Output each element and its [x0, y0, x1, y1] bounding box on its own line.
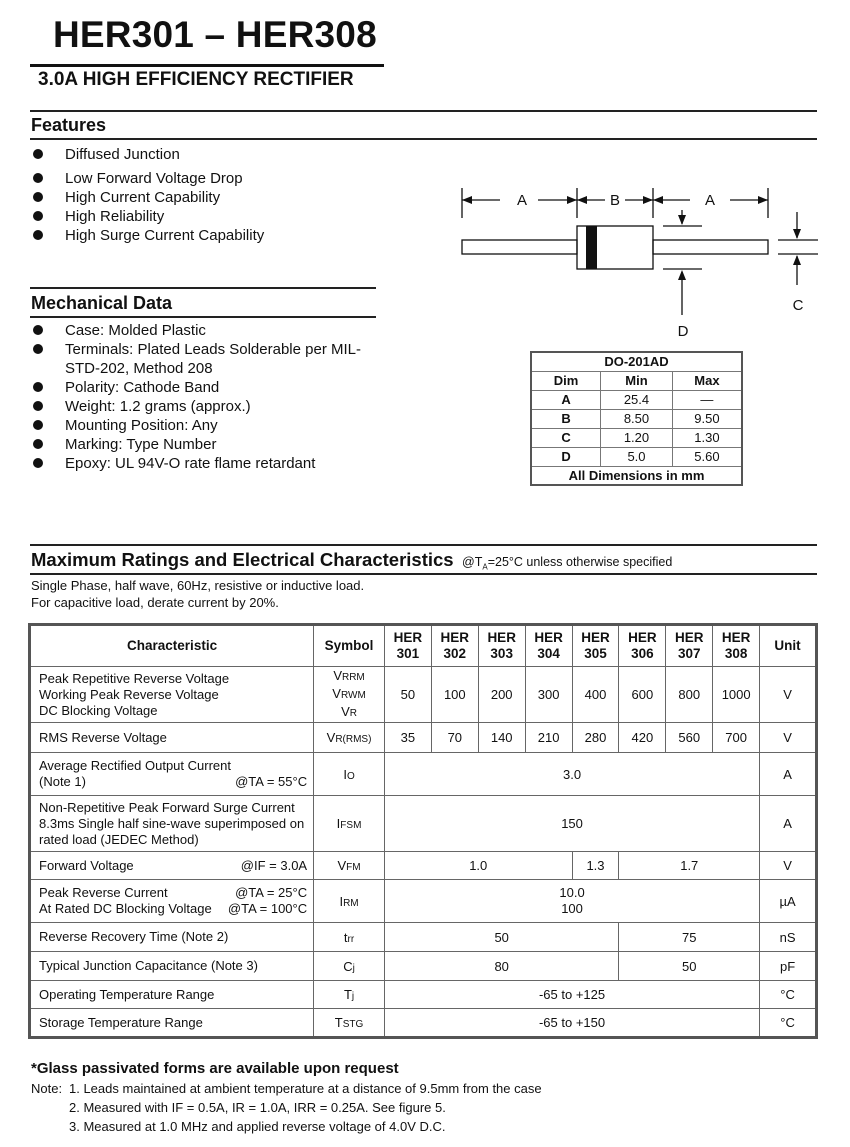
- unit-cell: V: [760, 852, 817, 880]
- symbol-cell: VR(RMS): [314, 723, 385, 753]
- characteristic-cell: Peak Repetitive Reverse Voltage Working Peak Reverse Voltage DC Blocking Voltage: [30, 667, 314, 723]
- value-cell: 560: [666, 723, 713, 753]
- unit-cell: µA: [760, 880, 817, 923]
- note-item: 1. Leads maintained at ambient temperature at a distance of 9.5mm from the case: [69, 1081, 542, 1096]
- table-row: [30, 981, 817, 1009]
- value-cell: 420: [619, 723, 666, 753]
- table-row: [30, 753, 817, 796]
- title-divider: [30, 64, 384, 67]
- dim-label-b: B: [609, 192, 621, 209]
- value-cell: 800: [666, 667, 713, 723]
- ratings-bottom-rule: [30, 573, 817, 575]
- col-header-part: HER 304: [525, 625, 572, 667]
- symbol-cell: IRM: [314, 880, 385, 923]
- value-cell: 1.3: [572, 852, 619, 880]
- characteristic-cell: Storage Temperature Range: [30, 1009, 314, 1038]
- table-header-row: [30, 625, 817, 667]
- value-cell: 700: [713, 723, 760, 753]
- mechanical-item: Mounting Position: Any: [30, 416, 375, 435]
- col-header-part: HER 305: [572, 625, 619, 667]
- value-cell: 200: [478, 667, 525, 723]
- unit-cell: V: [760, 667, 817, 723]
- dim-row: [531, 409, 742, 428]
- feature-item: Low Forward Voltage Drop: [30, 169, 264, 188]
- table-row: [30, 952, 817, 981]
- package-name: DO-201AD: [531, 352, 742, 371]
- dim-cell: 1.20: [601, 428, 673, 447]
- value-cell: 600: [619, 667, 666, 723]
- ratings-heading-row: [31, 549, 672, 572]
- value-cell: 80: [384, 952, 618, 981]
- mechanical-list: [30, 321, 375, 473]
- col-header-part: HER 306: [619, 625, 666, 667]
- value-cell: 70: [431, 723, 478, 753]
- symbol-cell: VFM: [314, 852, 385, 880]
- note-item: 2. Measured with IF = 0.5A, IR = 1.0A, IRR = 0.25A. See figure 5.: [69, 1100, 446, 1115]
- page-title: HER301 – HER308: [53, 14, 377, 55]
- mechanical-item: Marking: Type Number: [30, 435, 375, 454]
- cond-suffix: =25°C unless otherwise specified: [487, 555, 673, 569]
- features-top-rule: [30, 110, 817, 112]
- value-cell: 100: [431, 667, 478, 723]
- mechanical-bottom-rule: [30, 316, 376, 318]
- dim-label-d: D: [677, 323, 689, 340]
- unit-cell: °C: [760, 981, 817, 1009]
- dim-header: Min: [601, 371, 673, 390]
- dim-label-c: C: [792, 297, 804, 314]
- value-cell: 35: [384, 723, 431, 753]
- dim-cell: A: [531, 390, 601, 409]
- mechanical-item: Case: Molded Plastic: [30, 321, 375, 340]
- ratings-condition: [462, 555, 673, 572]
- col-header-part: HER 301: [384, 625, 431, 667]
- symbol-cell: TSTG: [314, 1009, 385, 1038]
- mechanical-top-rule: [30, 287, 376, 289]
- ratings-note-1: Single Phase, half wave, 60Hz, resistive or inductive load.: [31, 578, 365, 593]
- cond-prefix: @T: [462, 555, 483, 569]
- characteristic-cell: Peak Reverse Current @TA = 25°C At Rated DC Blocking Voltage @TA = 100°C: [30, 880, 314, 923]
- dim-label-a-left: A: [516, 192, 528, 209]
- dim-cell: 9.50: [672, 409, 742, 428]
- col-header-part: HER 302: [431, 625, 478, 667]
- page-subtitle: 3.0A HIGH EFFICIENCY RECTIFIER: [38, 69, 354, 90]
- value-cell: 50: [619, 952, 760, 981]
- value-cell: 150: [384, 796, 759, 852]
- unit-cell: A: [760, 753, 817, 796]
- features-heading: Features: [31, 115, 107, 135]
- dim-cell: 5.0: [601, 447, 673, 466]
- unit-cell: nS: [760, 923, 817, 952]
- value-cell: 3.0: [384, 753, 759, 796]
- dim-header: Dim: [531, 371, 601, 390]
- note-item: 3. Measured at 1.0 MHz and applied reverse voltage of 4.0V D.C.: [69, 1119, 446, 1134]
- symbol-cell: trr: [314, 923, 385, 952]
- unit-cell: °C: [760, 1009, 817, 1038]
- col-header-part: HER 303: [478, 625, 525, 667]
- value-cell: 300: [525, 667, 572, 723]
- mechanical-heading: Mechanical Data: [31, 293, 173, 313]
- value-cell: 1000: [713, 667, 760, 723]
- symbol-cell: IFSM: [314, 796, 385, 852]
- dimensions-table: [530, 351, 743, 486]
- features-bottom-rule: [30, 138, 817, 140]
- characteristic-cell: RMS Reverse Voltage: [30, 723, 314, 753]
- value-cell: 280: [572, 723, 619, 753]
- value-cell: 1.0: [384, 852, 572, 880]
- characteristic-cell: Operating Temperature Range: [30, 981, 314, 1009]
- notes-label: Note:: [31, 1081, 63, 1096]
- characteristic-cell: Reverse Recovery Time (Note 2): [30, 923, 314, 952]
- unit-cell: V: [760, 723, 817, 753]
- table-row: [30, 667, 817, 723]
- table-row: [30, 852, 817, 880]
- unit-cell: A: [760, 796, 817, 852]
- mechanical-item: Epoxy: UL 94V-O rate flame retardant: [30, 454, 375, 473]
- value-cell: 210: [525, 723, 572, 753]
- dim-cell: 1.30: [672, 428, 742, 447]
- dim-cell: 5.60: [672, 447, 742, 466]
- dim-cell: C: [531, 428, 601, 447]
- feature-item: High Current Capability: [30, 188, 264, 207]
- table-row: [30, 723, 817, 753]
- table-row: [30, 923, 817, 952]
- col-header-characteristic: Characteristic: [30, 625, 314, 667]
- table-row: [30, 796, 817, 852]
- dim-footer: All Dimensions in mm: [531, 466, 742, 485]
- characteristic-cell: Non-Repetitive Peak Forward Surge Current 8.3ms Single half sine-wave superimposed on rated load (JEDEC Method): [30, 796, 314, 852]
- features-list: [30, 145, 264, 245]
- col-header-symbol: Symbol: [314, 625, 385, 667]
- symbol-cell: Tj: [314, 981, 385, 1009]
- col-header-part: HER 307: [666, 625, 713, 667]
- ratings-table: [28, 623, 818, 1039]
- feature-item: High Surge Current Capability: [30, 226, 264, 245]
- ratings-top-rule: [30, 544, 817, 546]
- value-cell: 140: [478, 723, 525, 753]
- value-cell: -65 to +125: [384, 981, 759, 1009]
- dim-header: Max: [672, 371, 742, 390]
- table-row: [30, 880, 817, 923]
- dim-label-a-right: A: [704, 192, 716, 209]
- value-cell: 1.7: [619, 852, 760, 880]
- characteristic-cell: Average Rectified Output Current (Note 1) @TA = 55°C: [30, 753, 314, 796]
- ratings-note-2: For capacitive load, derate current by 20%.: [31, 595, 279, 610]
- dim-row: [531, 428, 742, 447]
- symbol-cell: Cj: [314, 952, 385, 981]
- symbol-cell: VRRM VRWM VR: [314, 667, 385, 723]
- value-cell: 75: [619, 923, 760, 952]
- characteristic-cell: Typical Junction Capacitance (Note 3): [30, 952, 314, 981]
- ratings-heading: Maximum Ratings and Electrical Characteristics: [31, 549, 454, 570]
- diode-outline-diagram: [440, 180, 840, 345]
- cond-sub: A: [482, 562, 488, 572]
- unit-cell: pF: [760, 952, 817, 981]
- mechanical-item: Terminals: Plated Leads Solderable per MIL-STD-202, Method 208: [30, 340, 375, 378]
- table-row: [30, 1009, 817, 1038]
- dim-cell: D: [531, 447, 601, 466]
- value-cell: 400: [572, 667, 619, 723]
- value-cell: 50: [384, 923, 618, 952]
- glass-passivated-note: *Glass passivated forms are available upon request: [31, 1060, 399, 1077]
- dim-row: [531, 447, 742, 466]
- dim-cell: 8.50: [601, 409, 673, 428]
- col-header-part: HER 308: [713, 625, 760, 667]
- value-cell: 50: [384, 667, 431, 723]
- characteristic-cell: Forward Voltage @IF = 3.0A: [30, 852, 314, 880]
- feature-item: High Reliability: [30, 207, 264, 226]
- dim-cell: B: [531, 409, 601, 428]
- feature-item: Diffused Junction: [30, 145, 264, 164]
- value-cell: 10.0 100: [384, 880, 759, 923]
- col-header-unit: Unit: [760, 625, 817, 667]
- dim-cell: —: [672, 390, 742, 409]
- mechanical-item: Weight: 1.2 grams (approx.): [30, 397, 375, 416]
- symbol-cell: IO: [314, 753, 385, 796]
- mechanical-item: Polarity: Cathode Band: [30, 378, 375, 397]
- dim-row: [531, 390, 742, 409]
- value-cell: -65 to +150: [384, 1009, 759, 1038]
- dim-cell: 25.4: [601, 390, 673, 409]
